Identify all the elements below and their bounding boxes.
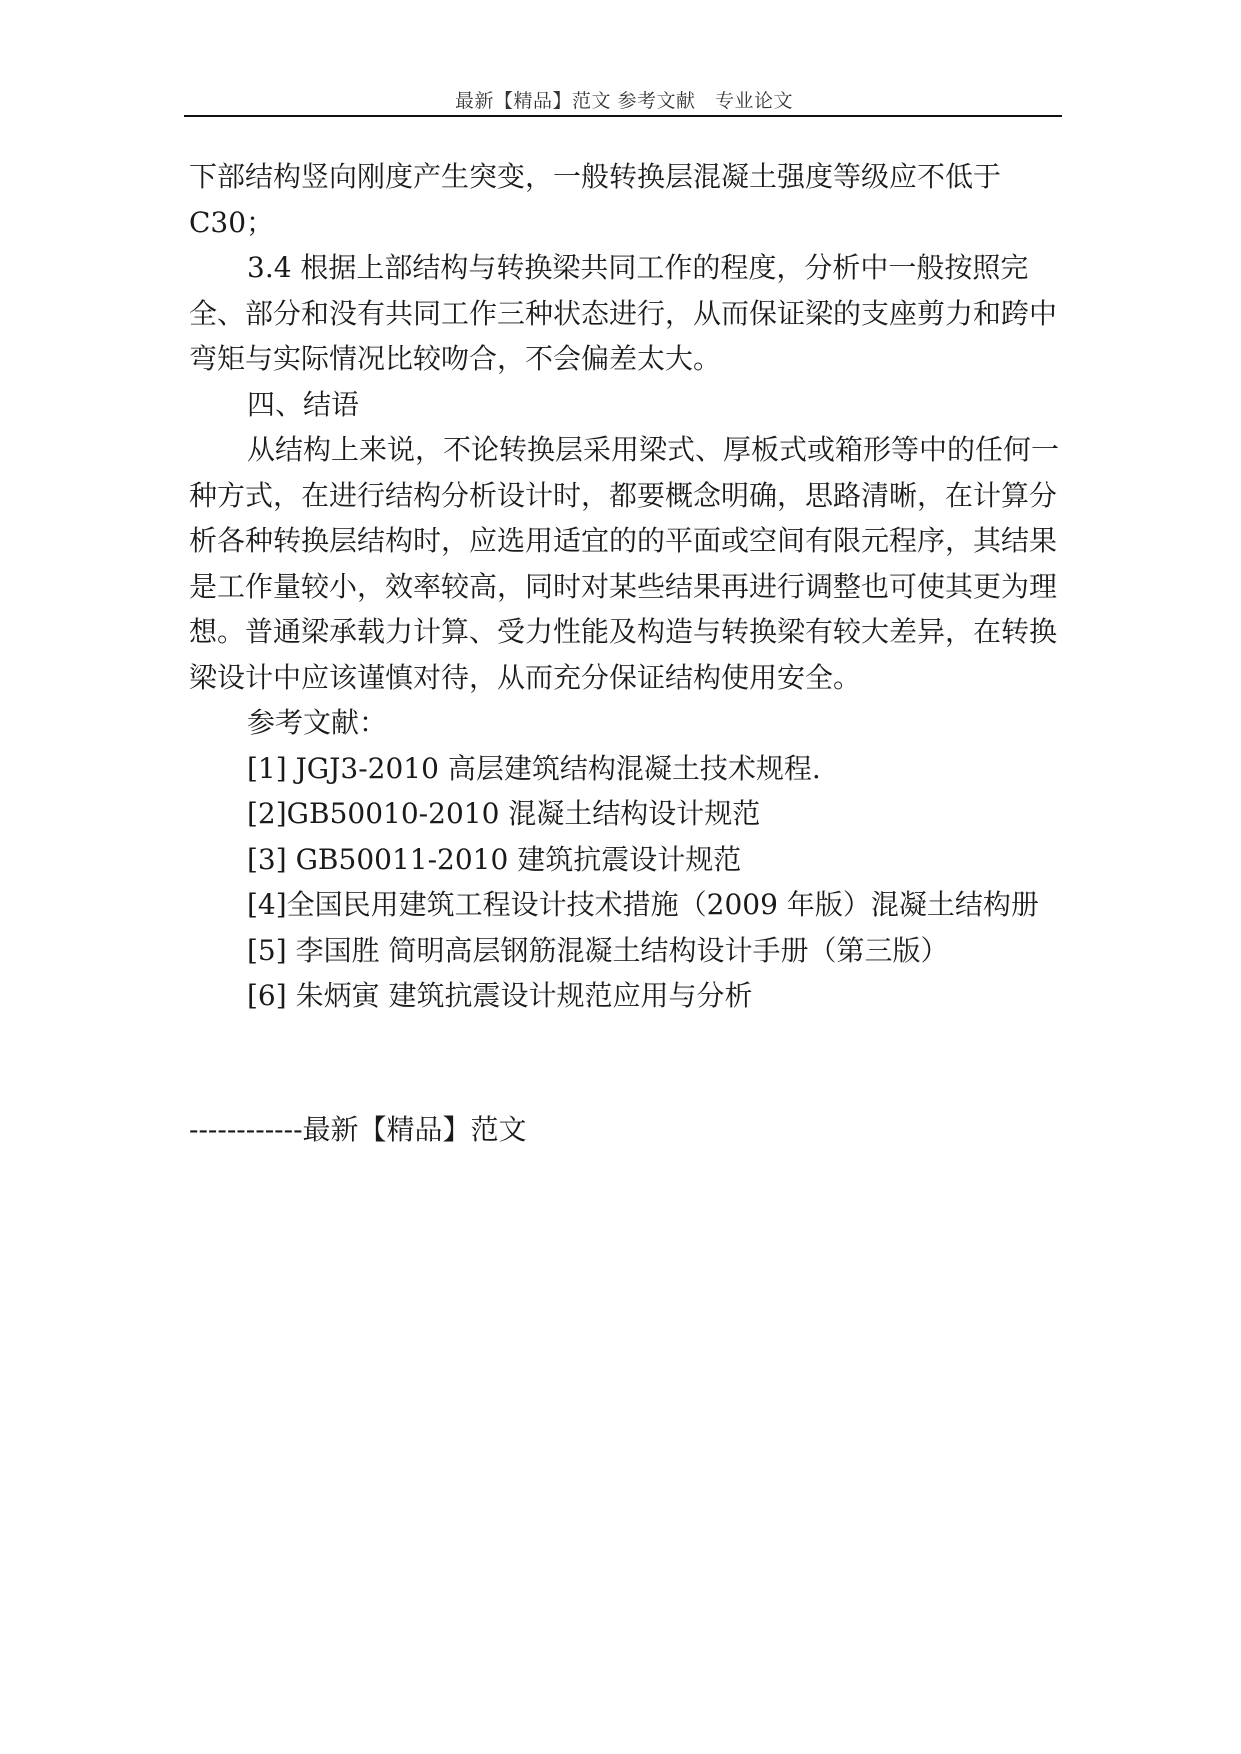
reference-item: [4]全国民用建筑工程设计技术措施（2009 年版）混凝土结构册 [247,888,1039,921]
reference-item: [2]GB50010-2010 混凝土结构设计规范 [247,797,761,830]
paragraph-conclusion: 从结构上来说，不论转换层采用梁式、厚板式或箱形等中的任何一种方式，在进行结构分析设计时，都要概念明确，思路清晰，在计算分析各种转换层结构时，应选用适宜的的平面或空间有限元程序，其结果是工作量较小，效率较高，同时对某些结果再进行调整也可使其更为理想。普通梁承载力计算、受力性能及构造与转换梁有较大差异，在转换梁设计中应该谨慎对待，从而充分保证结构使用安全。 [189,433,1060,694]
section-heading-conclusion: 四、结语 [247,387,360,421]
reference-item: [1] JGJ3-2010 高层建筑结构混凝土技术规程. [247,751,821,785]
paragraph-3-4: 3.4 根据上部结构与转换梁共同工作的程度，分析中一般按照完全、部分和没有共同工作三种状态进行，从而保证梁的支座剪力和跨中弯矩与实际情况比较吻合，不会偏差太大。 [189,251,1058,375]
page-header: 最新【精品】范文 参考文献 专业论文 [454,90,794,112]
header-divider [184,115,1062,117]
reference-item: [6] 朱炳寅 建筑抗震设计规范应用与分析 [247,979,753,1012]
reference-item: [5] 李国胜 简明高层钢筋混凝土结构设计手册（第三版） [247,933,949,967]
references-heading: 参考文献： [247,706,388,739]
paragraph-continuation: 下部结构竖向刚度产生突变，一般转换层混凝土强度等级应不低于C30； [189,160,1002,239]
document-body [189,154,1061,1019]
reference-item: [3] GB50011-2010 建筑抗震设计规范 [247,842,742,876]
page-footer: ------------最新【精品】范文 [189,1113,527,1146]
